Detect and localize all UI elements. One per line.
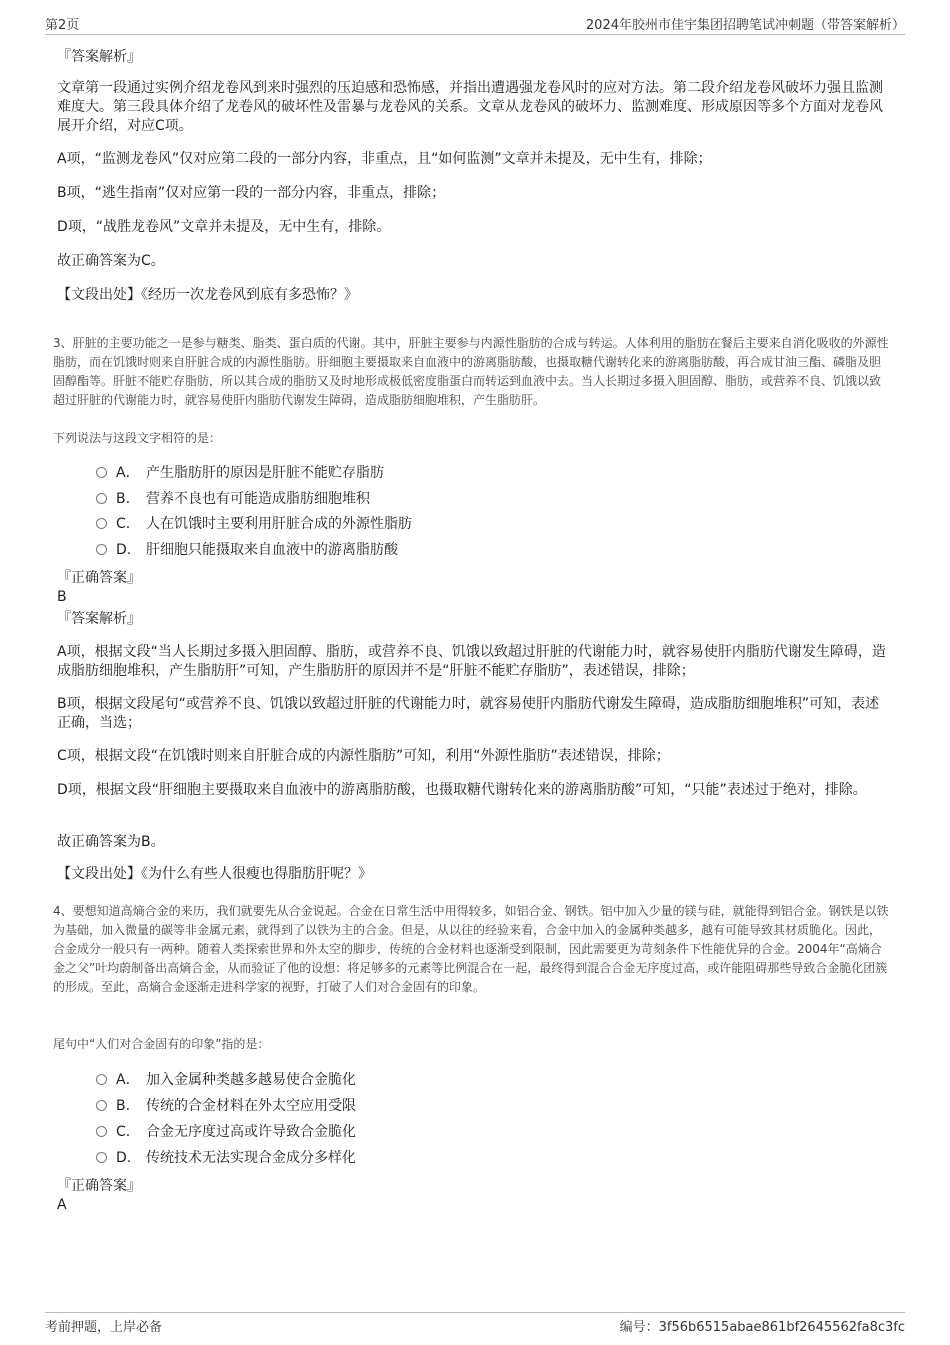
q3-answer-label: 『正确答案』 xyxy=(57,570,141,586)
q3-stem: 3、肝脏的主要功能之一是参与糖类、脂类、蛋白质的代谢。其中，肝脏主要参与内源性脂肪的合成与转运。人体利用的脂肪在餐后主要来自消化吸收的外源性脂肪，而在饥饿时则来自肝脏合成的内源性脂肪。肝细胞主要摄取来自血液中的游离脂肪酸，也摄取糖代谢转化来的游离脂肪酸，再合成甘油三酯、磷脂及胆固醇酯等。肝脏不能贮存脂肪，所以其合成的脂肪又及时地形成极低密度脂蛋白而转运到血液中去。当人长期过多摄入胆固醇、脂肪，或营养不良、饥饿以致超过肝脏的代谢能力时，就容易使肝内脂肪代谢发生障碍，造成脂肪细胞堆积，产生脂肪肝。 xyxy=(53,336,889,407)
radio-icon[interactable] xyxy=(96,1152,107,1163)
footer-slogan: 考前押题，上岸必备 xyxy=(45,1320,163,1335)
q3-option-b-analysis: B项，根据文段尾句“或营养不良、饥饿以致超过肝脏的代谢能力时，就容易使肝内脂肪代谢发生障碍，造成脂肪细胞堆积”可知，表述正确，当选； xyxy=(57,696,880,731)
q2-conclusion: 故正确答案为C。 xyxy=(57,253,165,269)
q4-answer-label: 『正确答案』 xyxy=(57,1178,141,1194)
q3-conclusion: 故正确答案为B。 xyxy=(57,834,165,850)
q3-source: 【文段出处】《为什么有些人很瘦也得脂肪肝呢？》 xyxy=(57,866,372,882)
radio-icon[interactable] xyxy=(96,467,107,478)
q4-option-a[interactable]: A． 加入金属种类越多越易使合金脆化 xyxy=(96,1071,356,1090)
q4-option-c[interactable]: C. 合金无序度过高或许导致合金脆化 xyxy=(96,1123,356,1142)
q3-option-d[interactable]: D. 肝细胞只能摄取来自血液中的游离脂肪酸 xyxy=(96,541,398,560)
q4-stem: 4、要想知道高熵合金的来历，我们就要先从合金说起。合金在日常生活中用得较多，如铝合金、钢铁。铝中加入少量的镁与硅，就能得到铝合金。钢铁是以铁为基础，加入微量的碳等非金属元素，就得到了以铁为主的合金。但是，从以往的经验来看，合金中加入的金属种类越多，越有可能导致其材质脆化。因此，合金成分一般只有一两种。随着人类探索世界和外太空的脚步，传统的合金材料也逐渐受到限制，因此需要更为苛刻条件下性能优异的合金。2004年“高熵合金之父”叶均蔚制备出高熵合金，从而验证了他的设想：将足够多的元素等比例混合在一起，最终得到混合合金无序度过高，或许能阻碍那些导致合金脆化团簇的形成。至此，高熵合金逐渐走进科学家的视野，打破了人们对合金固有的印象。 xyxy=(53,904,889,994)
q3-option-a-analysis: A项，根据文段“当人长期过多摄入胆固醇、脂肪，或营养不良、饥饿以致超过肝脏的代谢能力时，就容易使肝内脂肪代谢发生障碍，造成脂肪细胞堆积，产生脂肪肝”可知，产生脂肪肝的原因并不是“肝脏不能贮存脂肪”，表述错误，排除； xyxy=(57,644,886,679)
page-footer xyxy=(45,1312,905,1335)
q2-option-a-analysis: A项，“监测龙卷风”仅对应第二段的一部分内容，非重点，且“如何监测”文章并未提及，无中生有，排除； xyxy=(57,151,712,167)
q3-option-a[interactable]: A． 产生脂肪肝的原因是肝脏不能贮存脂肪 xyxy=(96,464,384,483)
q2-analysis-text: 文章第一段通过实例介绍龙卷风到来时强烈的压迫感和恐怖感，并指出遭遇强龙卷风时的应对方法。第二段介绍龙卷风破坏力强且监测难度大。第三段具体介绍了龙卷风的破坏性及雷暴与龙卷风的关系。文章从龙卷风的破坏力、监测难度、形成原因等多个方面对龙卷风展开介绍，对应C项。 xyxy=(57,80,883,134)
q4-option-b[interactable]: B. 传统的合金材料在外太空应用受限 xyxy=(96,1097,356,1116)
q3-option-c-analysis: C项，根据文段“在饥饿时则来自肝脏合成的内源性脂肪”可知，利用“外源性脂肪”表述错误，排除； xyxy=(57,748,670,764)
document-title: 2024年胶州市佳宇集团招聘笔试冲刺题（带答案解析） xyxy=(585,18,905,33)
radio-icon[interactable] xyxy=(96,1126,107,1137)
radio-icon[interactable] xyxy=(96,1074,107,1085)
q4-question: 尾句中“人们对合金固有的印象”指的是： xyxy=(53,1037,270,1051)
q2-source: 【文段出处】《经历一次龙卷风到底有多恐怖？》 xyxy=(57,287,358,303)
q2-option-d-analysis: D项，“战胜龙卷风”文章并未提及，无中生有，排除。 xyxy=(57,219,391,235)
q4-answer: A xyxy=(57,1197,67,1213)
q3-option-b[interactable]: B. 营养不良也有可能造成脂肪细胞堆积 xyxy=(96,490,370,509)
q3-option-c[interactable]: C. 人在饥饿时主要利用肝脏合成的外源性脂肪 xyxy=(96,515,412,534)
radio-icon[interactable] xyxy=(96,544,107,555)
q3-answer: B xyxy=(57,589,67,605)
q3-analysis-label: 『答案解析』 xyxy=(57,611,141,627)
radio-icon[interactable] xyxy=(96,518,107,529)
q2-analysis-label: 『答案解析』 xyxy=(57,49,141,65)
q3-question: 下列说法与这段文字相符的是： xyxy=(53,431,222,445)
document-id: 编号：3f56b6515abae861bf2645562fa8c3fc xyxy=(619,1320,905,1335)
radio-icon[interactable] xyxy=(96,493,107,504)
radio-icon[interactable] xyxy=(96,1100,107,1111)
page-header xyxy=(45,12,905,35)
q4-option-d[interactable]: D. 传统技术无法实现合金成分多样化 xyxy=(96,1149,356,1168)
page-number: 第2页 xyxy=(45,18,80,33)
q3-option-d-analysis: D项，根据文段“肝细胞主要摄取来自血液中的游离脂肪酸，也摄取糖代谢转化来的游离脂肪酸”可知，“只能”表述过于绝对，排除。 xyxy=(57,782,867,798)
q2-option-b-analysis: B项，“逃生指南”仅对应第一段的一部分内容，非重点，排除； xyxy=(57,185,446,201)
